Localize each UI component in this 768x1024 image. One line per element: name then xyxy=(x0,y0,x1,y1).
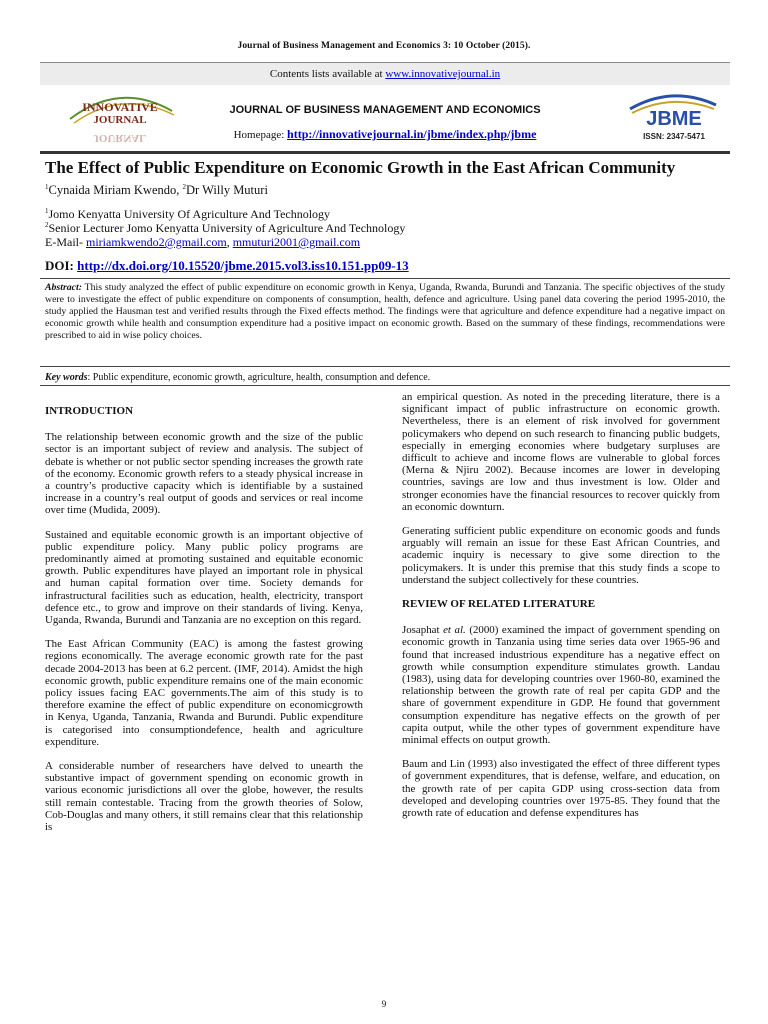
keywords-rule xyxy=(40,385,730,386)
contents-prefix: Contents lists available at xyxy=(269,68,386,80)
abstract-bottom-rule xyxy=(40,366,730,367)
paragraph: The relationship between economic growth and the size of the public sector is an important subject of review and analysis. The subject of debate is whether or not public sector spending increases the growth rate of the economy. Economic growth refers to a steady physical increase in a country’s productive capacity which is identifiable by a sustained increase in a country’s real output of goods and services or real income over time (Mudida, 2009). xyxy=(45,431,363,517)
doi-link[interactable]: http://dx.doi.org/10.15520/jbme.2015.vol3.iss10.151.pp09-13 xyxy=(77,258,409,273)
aff-sup-1: 1 xyxy=(45,207,49,215)
email-line xyxy=(45,235,360,250)
left-column xyxy=(45,405,363,845)
journal-header xyxy=(40,62,730,154)
aff-sup-2: 2 xyxy=(45,221,49,229)
review-heading: REVIEW OF RELATED LITERATURE xyxy=(402,598,596,611)
logo-text-1: INNOVATIVE xyxy=(82,100,158,114)
doi-label: DOI: xyxy=(45,258,78,273)
page-number: 9 xyxy=(381,999,387,1009)
paragraph: The East African Community (EAC) is among the fastest growing regions economically. The average economic growth rate for the past decade 2004-2013 has been at 6.2 percent. (IMF, 2014). Amidst the high economic growth, public expenditure remains one of the main economic policy issues facing EAC governments.The aim of this study is to therefore examine the effect of public expenditure on economicgrowth in Kenya, Uganda, Tanzania, Rwanda and Burundi. Public expenditure is categorised into consumptiondefence, health and agriculture expenditure. xyxy=(45,638,363,748)
email-sep: , xyxy=(226,235,233,249)
intro-heading: INTRODUCTION xyxy=(45,405,134,417)
review-paragraph-1 xyxy=(402,624,720,746)
paragraph: Generating sufficient public expenditure on economic goods and funds arguably will remain an issue for these East African Countries, and academic inquiry is necessary to give some direction to the policymakers. It is under this premise that this study finds a scope to understand the subject collectively for these countries. xyxy=(402,525,720,586)
paragraph: Sustained and equitable economic growth is an important objective of public expenditure policy. Many public policy programs are predominantly aimed at promoting sustained and equitable economic growth. Public expenditures have played an important role in physical and human capital formation over time. Society demands for infrastructural facilities such as education, health, electricity, transport defence etc., to grow and improve on their standards of living. Kenya, Uganda, Rwanda, Burundi and Tanzania are no exception on this regard. xyxy=(45,528,363,627)
abstract-label: Abstract: xyxy=(45,282,83,293)
abstract xyxy=(45,282,725,342)
paragraph: A considerable number of researchers have delved to unearth the substantive impact of government spending on economic growth in various economic jurisdictions all over the globe, however, the results still remain contestable. Tracing from the growth theories of Solow, Cob-Douglas and many others, it still remains clear that this relationship is xyxy=(45,760,363,834)
email-label: E-Mail- xyxy=(45,235,86,249)
keywords xyxy=(45,372,430,383)
doi-line xyxy=(45,258,409,274)
logo-text-2: JOURNAL xyxy=(93,114,147,126)
author-2: Dr Willy Muturi xyxy=(186,183,268,198)
review-paragraph-2: Baum and Lin (1993) also investigated the effect of three different types of government expenditures, that is defense, welfare, and education, on the growth rate of per capita GDP using cross-section data from developed and developing countries over 1975-85. They found that the growth rate of education and defense expenditures has xyxy=(402,758,720,820)
homepage-link[interactable]: http://innovativejournal.in/jbme/index.php/jbme xyxy=(287,127,537,141)
homepage-label: Homepage: xyxy=(233,129,288,141)
author-sup-2: 2 xyxy=(182,183,187,191)
aff-1-text: Jomo Kenyatta University Of Agriculture And Technology xyxy=(48,207,331,221)
contents-bar xyxy=(40,63,730,85)
aff-2-text: Senior Lecturer Jomo Kenyatta University of Agriculture And Technology xyxy=(48,221,406,235)
journal-name: JOURNAL OF BUSINESS MANAGEMENT AND ECONOMICS xyxy=(229,104,541,116)
author-sup-1: 1 xyxy=(45,183,49,191)
affiliation-1 xyxy=(45,207,330,222)
authors xyxy=(45,183,268,198)
keywords-text: : Public expenditure, economic growth, agriculture, health, consumption and defence. xyxy=(87,372,431,383)
paper-title: The Effect of Public Expenditure on Economic Growth in the East African Community xyxy=(45,158,676,177)
review-p1-a: Josaphat xyxy=(402,624,444,637)
contents-link[interactable]: www.innovativejournal.in xyxy=(385,68,501,80)
jbme-text: JBME xyxy=(646,108,702,130)
abstract-text: This study analyzed the effect of public expenditure on economic growth in Kenya, Uganda, Rwanda, Burundi and Tanzania. The specific objectives of the study were to investigate the effect of public expenditure on components of consumption, health, defence and agriculture. Using panel data covering the period 1995-2010, the study applied the Hausman test and verified results through the Fixed effects method. The findings were that agriculture and defence expenditure had a negative impact on economic growth while health and consumption expenditure had a positive impact on economic growth. Based on the summary of these findings, recommendations were prescribed to aid in wise policy choices. xyxy=(45,282,725,341)
jbme-logo xyxy=(622,87,722,147)
author-1: Cynaida Miriam Kwendo, xyxy=(48,183,183,198)
review-p1-em: et al. xyxy=(443,624,466,637)
paragraph: an empirical question. As noted in the preceding literature, there is a significant impact of public infrastructure on economic growth. Nevertheless, there is an element of risk involved for government policymakers who depend on such research to financing public budgets, especially in emerging economies where budgetary surpluses are difficult to achieve and income flows are vulnerable to global forces (Merna & Njiru 2002). Because incomes are lower in developing countries, savings are low and thus investment is low. Older and stronger economies have the financial resources to recover quickly from an economic downturn. xyxy=(402,391,720,513)
email-link-1[interactable]: miriamkwendo2@gmail.com xyxy=(86,235,227,249)
keywords-label: Key words xyxy=(45,372,88,383)
issn-text: ISSN: 2347-5471 xyxy=(643,132,705,141)
review-p1-b: (2000) examined the impact of government spending on economic growth in Tanzania using time series data over 1965-96 and found that increased industrious expenditure has a negative effect on growth while consumption expenditure stimulates growth. Landau (1983), using data for developing countries over 1960-80, examined the relationship between the growth rate of real per capita GDP and the share of government expenditure in GDP. He found that government consumption expenditure has negative effects on the growth of per capita output, while the other types of government expenditure have minimal effects on output growth. xyxy=(402,624,720,747)
right-column xyxy=(402,391,720,831)
abstract-top-rule xyxy=(40,278,730,279)
logo-reflection: JOURNAL xyxy=(93,132,147,144)
email-link-2[interactable]: mmuturi2001@gmail.com xyxy=(232,235,361,249)
journal-citation-line: Journal of Business Management and Economics 3: 10 October (2015). xyxy=(237,41,531,51)
affiliation-2 xyxy=(45,221,405,236)
